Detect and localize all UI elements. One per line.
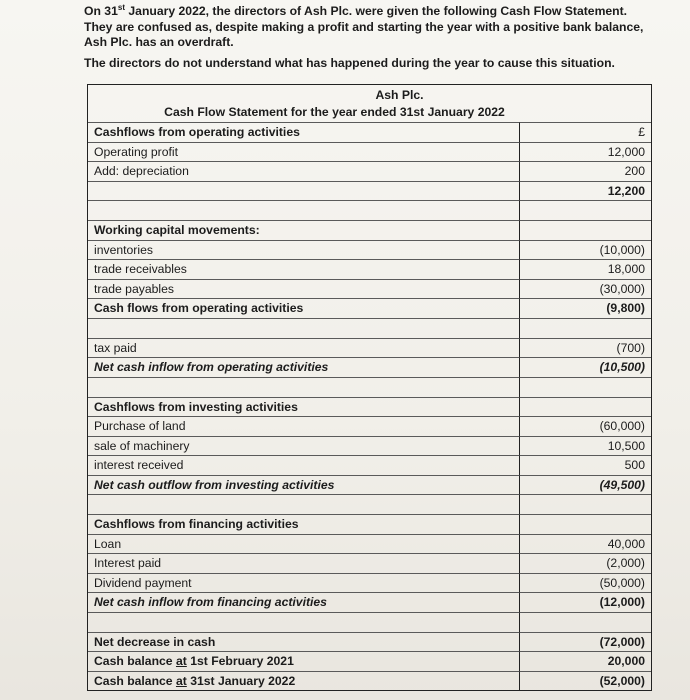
table-row — [88, 181, 651, 201]
row-amount — [519, 220, 651, 240]
row-amount: 12,200 — [519, 181, 651, 201]
table-row — [88, 553, 651, 573]
row-label: Add: depreciation — [88, 161, 519, 181]
row-amount: (30,000) — [519, 279, 651, 299]
company-name: Ash Plc. — [375, 88, 424, 102]
table-row — [88, 122, 651, 142]
closing-balance-label: Cash balance at 31st January 2022 — [88, 671, 519, 691]
subtotal-label: Cash flows from operating activities — [88, 298, 519, 318]
table-row — [88, 397, 651, 417]
cash-flow-statement — [87, 84, 652, 691]
row-amount: 40,000 — [519, 534, 651, 554]
total-label: Net cash outflow from investing activities — [88, 475, 519, 495]
blank-row — [88, 318, 651, 338]
total-amount: (12,000) — [519, 592, 651, 612]
row-amount: 18,000 — [519, 259, 651, 279]
opening-balance-amount: 20,000 — [519, 651, 651, 671]
table-row — [88, 161, 651, 181]
closing-balance-amount: (52,000) — [519, 671, 651, 691]
table-row — [88, 534, 651, 554]
row-label: interest received — [88, 455, 519, 475]
table-row — [88, 671, 651, 691]
row-label: Purchase of land — [88, 416, 519, 436]
section-heading-financing: Cashflows from financing activities — [88, 514, 519, 534]
blank-row — [88, 612, 651, 632]
total-amount: (49,500) — [519, 475, 651, 495]
section-heading-operating: Cashflows from operating activities — [88, 122, 519, 142]
row-label: tax paid — [88, 338, 519, 358]
table-row — [88, 436, 651, 456]
intro-paragraph: On 31st January 2022, the directors of Ash Plc. were given the following Cash Flow Statement. They are confused as, despite making a profit and starting the year with a positive bank balance, Ash Plc. has an overdraft. — [84, 2, 644, 49]
row-label: Dividend payment — [88, 573, 519, 593]
row-label: sale of machinery — [88, 436, 519, 456]
row-amount: 200 — [519, 161, 651, 181]
row-amount: 12,000 — [519, 142, 651, 162]
row-amount: (50,000) — [519, 573, 651, 593]
total-label: Net cash inflow from financing activities — [88, 592, 519, 612]
table-row — [88, 514, 651, 534]
total-label: Net cash inflow from operating activities — [88, 357, 519, 377]
row-amount — [519, 397, 651, 417]
currency-symbol: £ — [519, 122, 651, 142]
blank-row — [88, 494, 651, 514]
table-row — [88, 455, 651, 475]
row-amount: 10,500 — [519, 436, 651, 456]
table-row — [88, 592, 651, 612]
row-label: Interest paid — [88, 553, 519, 573]
table-row — [88, 298, 651, 318]
table-row — [88, 416, 651, 436]
row-amount: (60,000) — [519, 416, 651, 436]
row-amount: (2,000) — [519, 553, 651, 573]
table-row — [88, 475, 651, 495]
table-row — [88, 240, 651, 260]
net-decrease-label: Net decrease in cash — [88, 632, 519, 652]
table-row — [88, 357, 651, 377]
section-heading-working-capital: Working capital movements: — [88, 220, 519, 240]
row-amount: (10,000) — [519, 240, 651, 260]
table-row — [88, 651, 651, 671]
blank-row — [88, 377, 651, 397]
row-amount: (700) — [519, 338, 651, 358]
table-row — [88, 279, 651, 299]
table-row — [88, 220, 651, 240]
net-decrease-amount: (72,000) — [519, 632, 651, 652]
table-row — [88, 338, 651, 358]
row-label: trade payables — [88, 279, 519, 299]
statement-header — [88, 85, 651, 122]
table-row — [88, 259, 651, 279]
blank-row — [88, 200, 651, 220]
question-intro — [84, 4, 654, 71]
table-row — [88, 573, 651, 593]
row-amount — [519, 514, 651, 534]
table-row — [88, 632, 651, 652]
row-label: inventories — [88, 240, 519, 260]
opening-balance-label: Cash balance at 1st February 2021 — [88, 651, 519, 671]
section-heading-investing: Cashflows from investing activities — [88, 397, 519, 417]
table-row — [88, 142, 651, 162]
subtotal-amount: (9,800) — [519, 298, 651, 318]
row-label: Operating profit — [88, 142, 519, 162]
row-label: Loan — [88, 534, 519, 554]
question-text: The directors do not understand what has happened during the year to cause this situation. — [84, 55, 615, 70]
row-label: trade receivables — [88, 259, 519, 279]
row-label — [88, 181, 519, 201]
statement-title: Cash Flow Statement for the year ended 31st January 2022 — [164, 105, 505, 119]
total-amount: (10,500) — [519, 357, 651, 377]
row-amount: 500 — [519, 455, 651, 475]
